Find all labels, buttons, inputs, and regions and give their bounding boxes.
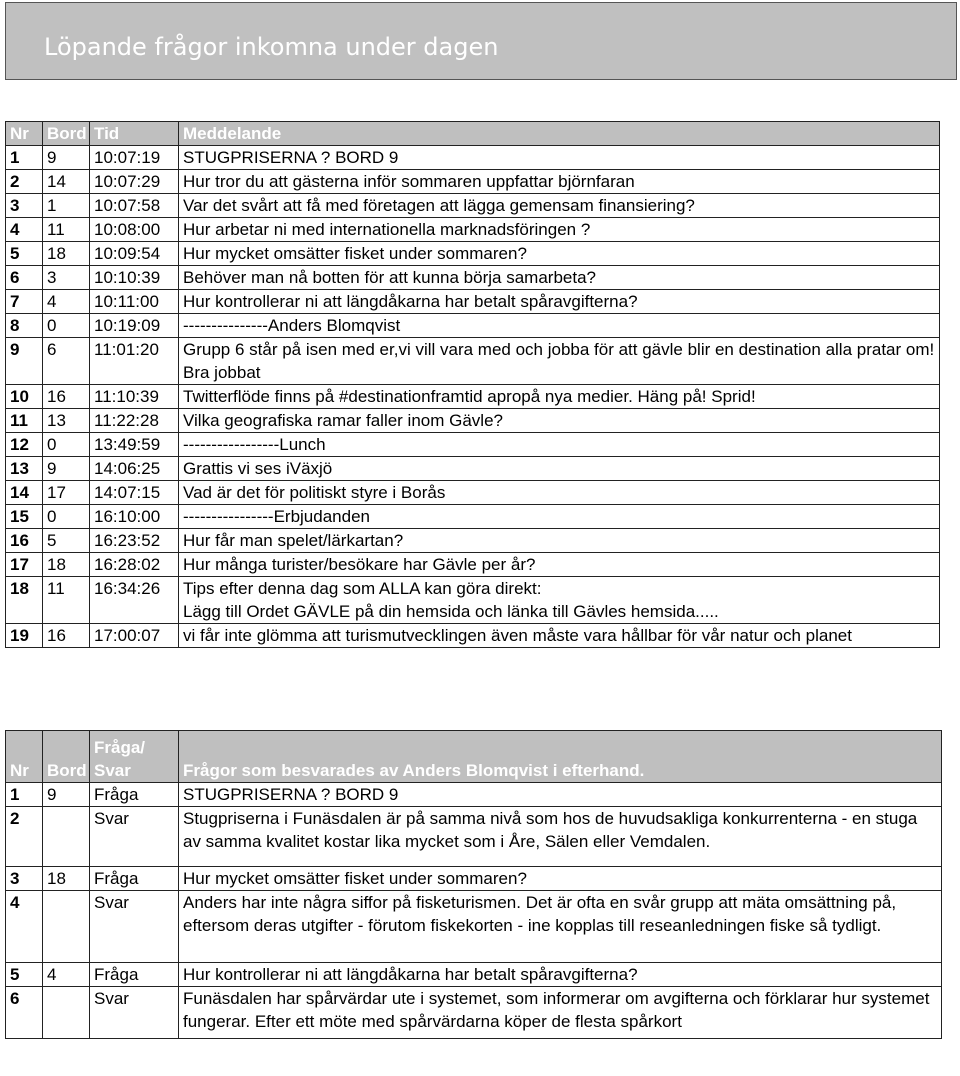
title-banner (5, 2, 957, 80)
table-cell: Twitterflöde finns på #destinationframtid apropå nya medier. Häng på! Sprid! (179, 385, 940, 409)
table-cell: 1 (6, 146, 43, 170)
table-cell: 17 (43, 481, 90, 505)
table-row (6, 433, 940, 457)
table-cell: 5 (6, 963, 43, 987)
header-bord: Bord (43, 731, 90, 783)
table-cell: STUGPRISERNA ? BORD 9 (179, 146, 940, 170)
table-cell: 12 (6, 433, 43, 457)
table-cell: Var det svårt att få med företagen att lägga gemensam finansiering? (179, 194, 940, 218)
table-cell: Tips efter denna dag som ALLA kan göra direkt: Lägg till Ordet GÄVLE på din hemsida och länka till Gävles hemsida..... (179, 577, 940, 624)
table-cell: Svar (90, 891, 179, 963)
table-cell: Fråga (90, 963, 179, 987)
table-cell: Hur kontrollerar ni att längdåkarna har betalt spåravgifterna? (179, 963, 942, 987)
table-cell: ---------------Anders Blomqvist (179, 314, 940, 338)
table-cell: Behöver man nå botten för att kunna börja samarbeta? (179, 266, 940, 290)
table-cell: 11 (6, 409, 43, 433)
table-cell: Funäsdalen har spårvärdar ute i systemet, som informerar om avgifterna och förklarar hur systemet fungerar. Efter ett möte med spårvärdarna köper de flesta spårkort (179, 987, 942, 1039)
table-cell: 10 (6, 385, 43, 409)
table-cell: Anders har inte några siffor på fisketurismen. Det är ofta en svår grupp att mäta omsättning på, eftersom deras utgifter - förutom fiskekorten - ine kopplas till reseanledningen fiske så tydligt. (179, 891, 942, 963)
table-row (6, 553, 940, 577)
table-row (6, 529, 940, 553)
table-row (6, 338, 940, 385)
table-cell: 13 (43, 409, 90, 433)
table-cell: 10:10:39 (90, 266, 179, 290)
table-cell: 6 (6, 987, 43, 1039)
table-cell: 2 (6, 170, 43, 194)
table-cell: 14 (43, 170, 90, 194)
table-row (6, 963, 942, 987)
table-cell (43, 891, 90, 963)
header-meddelande: Meddelande (179, 122, 940, 146)
table-cell: 7 (6, 290, 43, 314)
table-cell: 9 (43, 457, 90, 481)
table-row (6, 314, 940, 338)
table-cell: 13 (6, 457, 43, 481)
table-cell: 16 (6, 529, 43, 553)
table-cell: 5 (43, 529, 90, 553)
table-cell (43, 807, 90, 867)
table-cell: Grupp 6 står på isen med er,vi vill vara med och jobba för att gävle blir en destination alla pratar om! Bra jobbat (179, 338, 940, 385)
table-cell: 11:22:28 (90, 409, 179, 433)
table-cell: 1 (43, 194, 90, 218)
table-cell: 10:09:54 (90, 242, 179, 266)
table-cell: 9 (43, 146, 90, 170)
table-row (6, 624, 940, 648)
table-cell: 16 (43, 624, 90, 648)
table-cell: 3 (6, 194, 43, 218)
table-row (6, 987, 942, 1039)
table-cell (43, 987, 90, 1039)
header-bord: Bord (43, 122, 90, 146)
header-fragor: Frågor som besvarades av Anders Blomqvist i efterhand. (179, 731, 942, 783)
table-cell: 10:07:58 (90, 194, 179, 218)
table-cell: 5 (6, 242, 43, 266)
table-row (6, 481, 940, 505)
table-cell: 16 (43, 385, 90, 409)
table-cell: 16:23:52 (90, 529, 179, 553)
table-cell: Svar (90, 807, 179, 867)
table-cell: 14 (6, 481, 43, 505)
table-row (6, 194, 940, 218)
table-cell: 10:08:00 (90, 218, 179, 242)
table-header-row (6, 122, 940, 146)
table-cell: Fråga (90, 867, 179, 891)
table-row (6, 807, 942, 867)
table-cell: vi får inte glömma att turismutvecklingen även måste vara hållbar för vår natur och planet (179, 624, 940, 648)
table-cell: 0 (43, 314, 90, 338)
table-cell: 13:49:59 (90, 433, 179, 457)
table-row (6, 242, 940, 266)
table-cell: Hur många turister/besökare har Gävle per år? (179, 553, 940, 577)
table-cell: Hur får man spelet/lärkartan? (179, 529, 940, 553)
table-cell: ----------------Erbjudanden (179, 505, 940, 529)
table-row (6, 457, 940, 481)
table-cell: 9 (43, 783, 90, 807)
table-row (6, 783, 942, 807)
table-row (6, 146, 940, 170)
table-row (6, 577, 940, 624)
table-cell: 9 (6, 338, 43, 385)
table-cell: Vilka geografiska ramar faller inom Gävle? (179, 409, 940, 433)
table-cell: 11:10:39 (90, 385, 179, 409)
table-cell: Hur tror du att gästerna inför sommaren uppfattar björnfaran (179, 170, 940, 194)
table-cell: 0 (43, 433, 90, 457)
table-header-row (6, 731, 942, 783)
table-cell: 17 (6, 553, 43, 577)
table-cell: Stugpriserna i Funäsdalen är på samma nivå som hos de huvudsakliga konkurrenterna - en stuga av samma kvalitet kostar lika mycket som i Åre, Sälen eller Vemdalen. (179, 807, 942, 867)
table-row (6, 170, 940, 194)
table-cell: 19 (6, 624, 43, 648)
table-cell: 10:11:00 (90, 290, 179, 314)
table-row (6, 218, 940, 242)
table-cell: Hur arbetar ni med internationella marknadsföringen ? (179, 218, 940, 242)
table-cell: Fråga (90, 783, 179, 807)
header-fraga-svar: Fråga/ Svar (90, 731, 179, 783)
table-cell: 3 (6, 867, 43, 891)
table-cell: Hur kontrollerar ni att längdåkarna har betalt spåravgifterna? (179, 290, 940, 314)
table-cell: 4 (43, 963, 90, 987)
table-cell: 2 (6, 807, 43, 867)
table-cell: 8 (6, 314, 43, 338)
answers-table (5, 730, 942, 1039)
table-cell: 16:28:02 (90, 553, 179, 577)
table-cell: 4 (43, 290, 90, 314)
table-cell: 18 (43, 553, 90, 577)
table-cell: 1 (6, 783, 43, 807)
table-cell: 0 (43, 505, 90, 529)
table-cell: 14:07:15 (90, 481, 179, 505)
table-cell: 18 (43, 867, 90, 891)
table-row (6, 891, 942, 963)
table-cell: 10:07:29 (90, 170, 179, 194)
table-row (6, 505, 940, 529)
table-row (6, 409, 940, 433)
table-row (6, 266, 940, 290)
header-nr: Nr (6, 731, 43, 783)
table-cell: 11:01:20 (90, 338, 179, 385)
table-row (6, 867, 942, 891)
table-cell: 4 (6, 891, 43, 963)
table-cell: 3 (43, 266, 90, 290)
table-cell: Vad är det för politiskt styre i Borås (179, 481, 940, 505)
table-cell: 18 (6, 577, 43, 624)
table-cell: 4 (6, 218, 43, 242)
table-cell: Grattis vi ses iVäxjö (179, 457, 940, 481)
table-cell: 10:19:09 (90, 314, 179, 338)
table-cell: 11 (43, 218, 90, 242)
table-cell: Svar (90, 987, 179, 1039)
table-cell: 6 (43, 338, 90, 385)
table-cell: 17:00:07 (90, 624, 179, 648)
table-cell: Hur mycket omsätter fisket under sommaren? (179, 867, 942, 891)
table-cell: -----------------Lunch (179, 433, 940, 457)
page-title: Löpande frågor inkomna under dagen (44, 33, 499, 61)
table-cell: 10:07:19 (90, 146, 179, 170)
table-cell: 11 (43, 577, 90, 624)
table-row (6, 290, 940, 314)
table-cell: STUGPRISERNA ? BORD 9 (179, 783, 942, 807)
table-cell: Hur mycket omsätter fisket under sommaren? (179, 242, 940, 266)
table-cell: 16:10:00 (90, 505, 179, 529)
header-nr: Nr (6, 122, 43, 146)
table-cell: 6 (6, 266, 43, 290)
table-row (6, 385, 940, 409)
questions-table (5, 121, 940, 648)
table-cell: 14:06:25 (90, 457, 179, 481)
table-cell: 15 (6, 505, 43, 529)
table-cell: 16:34:26 (90, 577, 179, 624)
header-tid: Tid (90, 122, 179, 146)
table-cell: 18 (43, 242, 90, 266)
